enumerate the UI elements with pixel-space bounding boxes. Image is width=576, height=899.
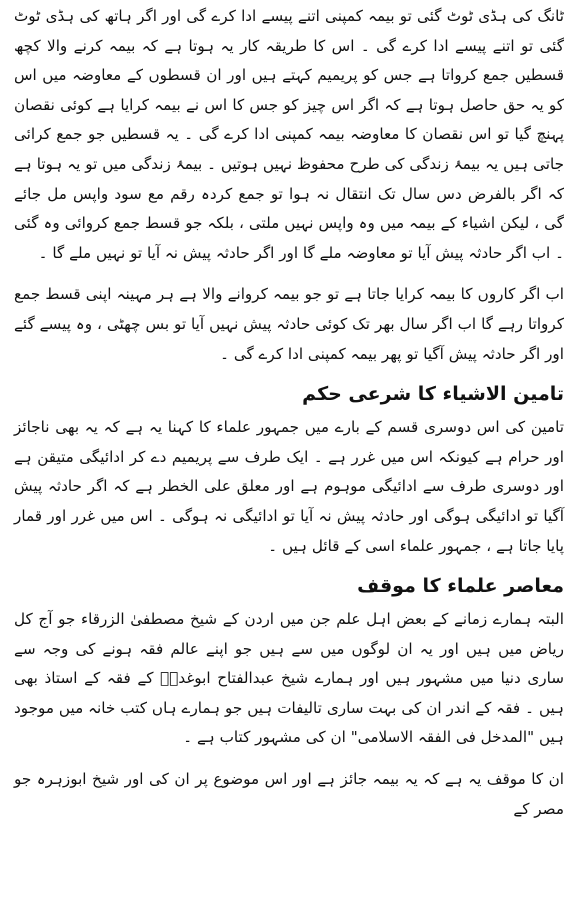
document-page [14, 2, 564, 899]
paragraph-intro-1: ٹانگ کی ہڈی ٹوٹ گئی تو بیمہ کمپنی اتنے پیسے ادا کرے گی اور اگر ہاتھ کی ہڈی ٹوٹ گئی تو اتنے پیسے ادا کرے گی ۔ اس کا طریقہ کار یہ ہوتا ہے کہ بیمہ کرنے والا کچھ قسطیں جمع کرواتا ہے جس کو پریمیم کہتے ہیں اور ان قسطوں کے معاوضہ میں اس کو یہ حق حاصل ہوتا ہے کہ اگر اس چیز کو جس کا اس نے بیمہ کرایا ہے کوئی نقصان پہنچ گیا تو اس نقصان کا معاوضہ بیمہ کمپنی ادا کرے گی ۔ یہ قسطیں جو جمع کرائی جاتی ہیں یہ بیمۂ زندگی کی طرح محفوظ نہیں ہوتیں ۔ بیمۂ زندگی میں تو یہ ہوتا ہے کہ اگر بالفرض دس سال تک انتقال نہ ہوا تو جمع کردہ رقم مع سود واپس مل جائے گی ، لیکن اشیاء کے بیمہ میں وہ واپس نہیں ملتی ، بلکہ جو قسط جمع کروائی وہ گئی ۔ اب اگر حادثہ پیش آیا تو معاوضہ ملے گا اور اگر حادثہ پیش نہ آیا تو نہیں ملے گا ۔ [14, 7, 564, 262]
paragraph-intro-2: اب اگر کاروں کا بیمہ کرایا جاتا ہے تو جو بیمہ کروانے والا ہے ہر مہینہ اپنی قسط جمع کرواتا رہے گا اب اگر سال بھر تک کوئی حادثہ پیش نہیں آیا تو بس چھٹی ، وہ پیسے گئے اور اگر حادثہ پیش آگیا تو پھر بیمہ کمپنی ادا کرے گی ۔ [14, 285, 564, 363]
section-heading-ruling: تامین الاشیاء کا شرعی حکم [302, 383, 564, 406]
paragraph-ruling: تامین کی اس دوسری قسم کے بارے میں جمہور علماء کا کہنا یہ ہے کہ یہ بھی ناجائز اور حرام ہے کیونکہ اس میں غرر ہے ۔ ایک طرف سے پریمیم دے کر ادائیگی متیقن ہے اور دوسری طرف سے ادائیگی موہوم ہے اور معلق علی الخطر ہے کہ اگر حادثہ پیش آگیا تو ادائیگی ہوگی اور حادثہ پیش نہ آیا تو ادائیگی نہ ہوگی ۔ اس میں غرر اور قمار پایا جاتا ہے ، جمہور علماء اسی کے قائل ہیں ۔ [14, 418, 564, 555]
section-heading-contemporary-scholars: معاصر علماء کا موقف [357, 575, 564, 598]
paragraph-contemporary-2: ان کا موقف یہ ہے کہ یہ بیمہ جائز ہے اور اس موضوع پر ان کی اور شیخ ابوزہرہ جو مصر کے [14, 770, 564, 818]
paragraph-contemporary-1: البتہ ہمارے زمانے کے بعض اہل علم جن میں اردن کے شیخ مصطفیٰ الزرقاء جو آج کل ریاض میں ہیں اور یہ ان لوگوں میں سے ہیں جو اپنے عالم فقہ ہونے کی وجہ سے ساری دنیا میں مشہور ہیں اور ہمارے شیخ عبدالفتاح ابوغدہؒ کے فقہ کے استاذ بھی ہیں ۔ فقہ کے اندر ان کی بہت ساری تالیفات ہیں جو ہمارے ہاں کتب خانہ میں موجود ہیں "المدخل فی الفقہ الاسلامی" ان کی مشہور کتاب ہے ۔ [14, 610, 564, 747]
